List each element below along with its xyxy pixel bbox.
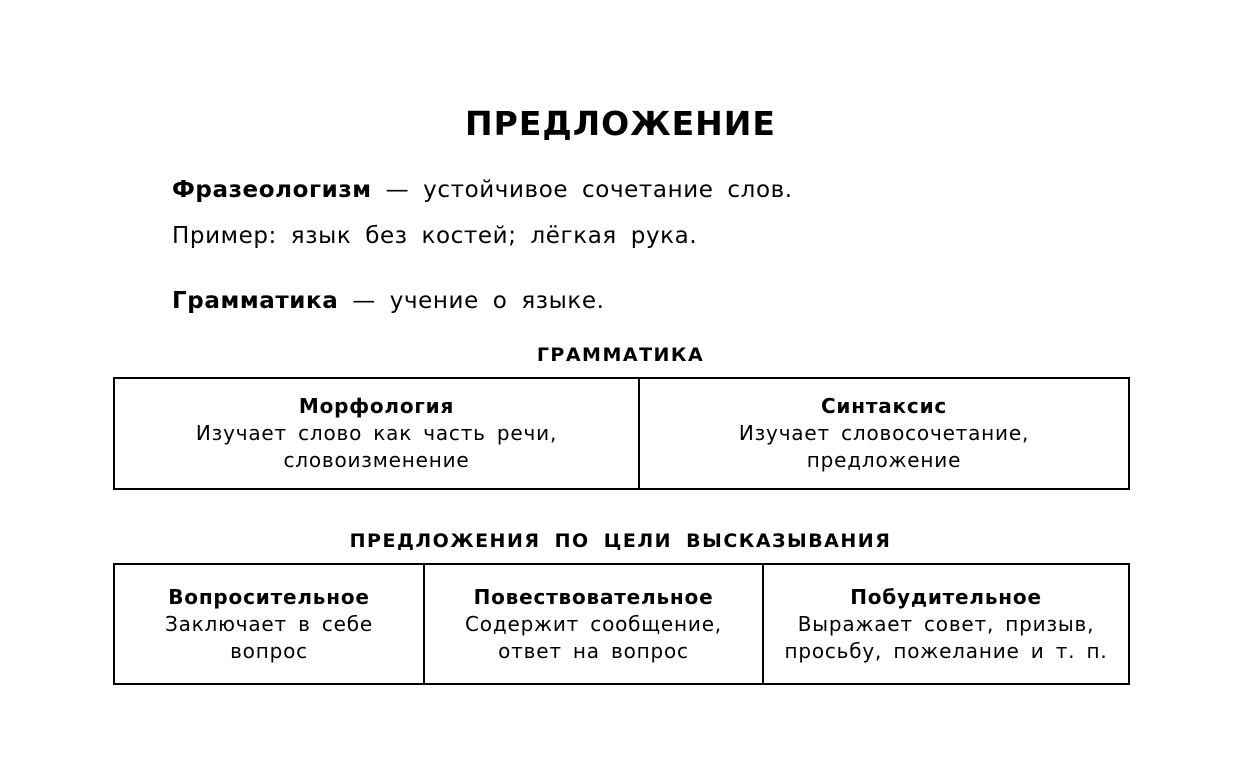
cell-title: Синтаксис <box>820 394 948 418</box>
definition-grammar <box>172 286 605 316</box>
cell-description: Изучает слово как часть речи, словоизменение <box>195 421 558 472</box>
definition-example <box>172 221 697 251</box>
cell-title: Повествовательное <box>473 584 714 609</box>
definition-phraseologism <box>172 175 793 205</box>
cell-title: Морфология <box>298 394 455 418</box>
definition-term: Грамматика <box>172 288 339 314</box>
purpose-table <box>113 563 1130 685</box>
grammar-heading: ГРАММАТИКА <box>536 344 705 366</box>
cell-description: Выражает совет, призыв, просьбу, пожелание и т. п. <box>784 611 1108 663</box>
purpose-cell-imperative <box>762 565 1128 683</box>
purpose-cell-declarative <box>423 565 762 683</box>
cell-title: Вопросительное <box>168 584 370 609</box>
purpose-cell-interrogative <box>115 565 423 683</box>
grammar-cell-syntax <box>638 379 1128 488</box>
grammar-cell-morphology <box>115 379 638 488</box>
cell-description: Изучает словосочетание, предложение <box>738 421 1030 472</box>
example-text: Пример: язык без костей; лёгкая рука. <box>172 223 698 249</box>
cell-description: Заключает в себе вопрос <box>164 611 374 663</box>
purpose-heading: ПРЕДЛОЖЕНИЯ ПО ЦЕЛИ ВЫСКАЗЫВАНИЯ <box>349 530 892 552</box>
definition-term: Фразеологизм <box>172 177 372 203</box>
definition-text: — устойчивое сочетание слов. <box>371 177 793 203</box>
definition-text: — учение о языке. <box>338 288 605 314</box>
cell-description: Содержит сообщение, ответ на вопрос <box>465 611 722 663</box>
page-title: ПРЕДЛОЖЕНИЕ <box>465 104 776 143</box>
cell-title: Побудительное <box>850 584 1042 609</box>
grammar-table <box>113 377 1130 490</box>
